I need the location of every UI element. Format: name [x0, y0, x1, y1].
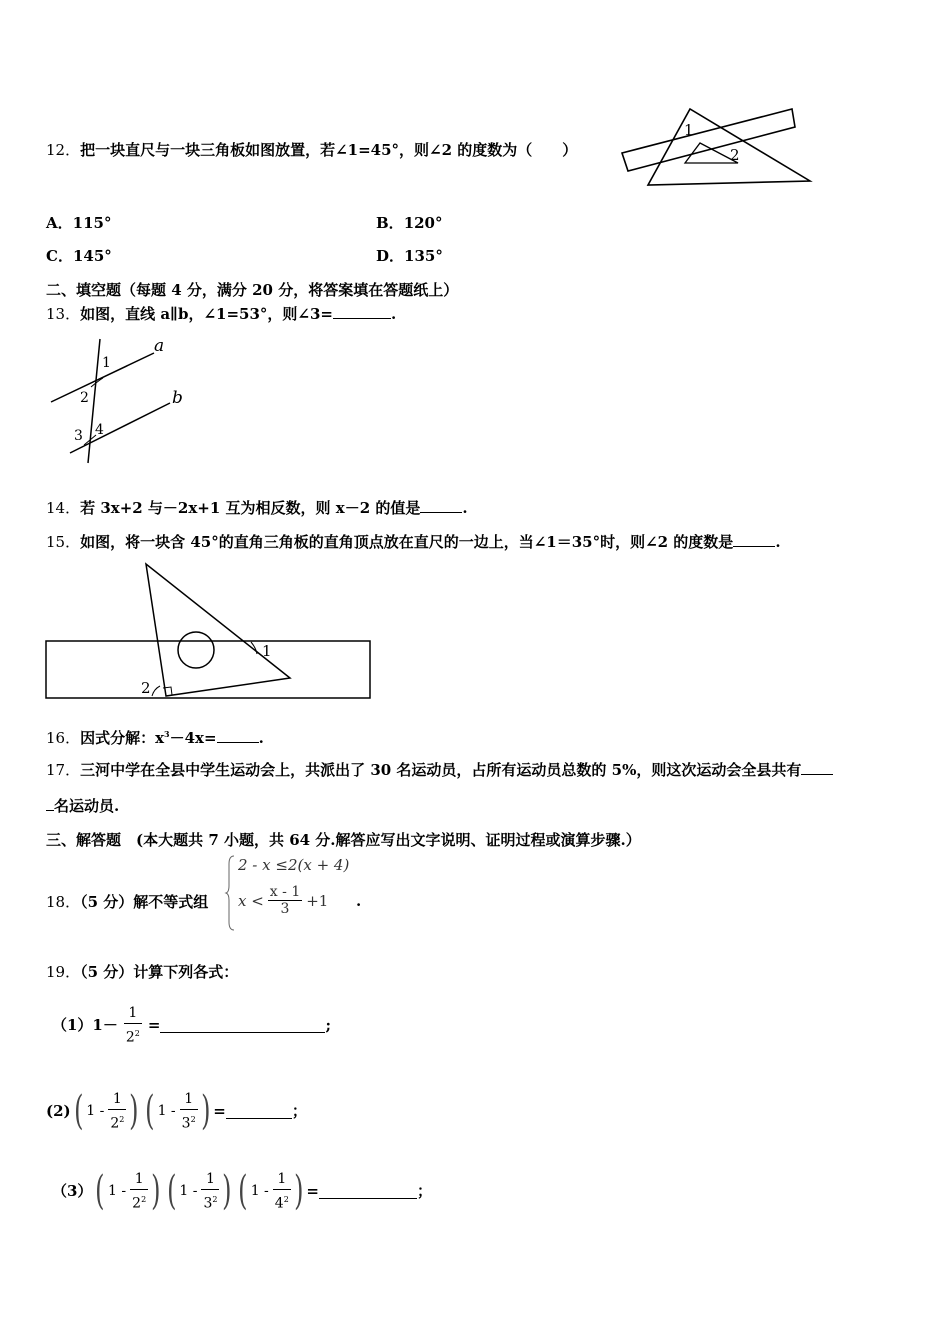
- q13-label-4: 4: [95, 422, 104, 438]
- q14-answer-blank[interactable]: [420, 498, 462, 513]
- q19-p3-rparen-1: ): [151, 1168, 161, 1214]
- factor-den-exp: 2: [283, 1194, 289, 1204]
- q18-ineq2-lhs: x <: [238, 891, 264, 910]
- q12-option-b: [376, 212, 443, 233]
- q12-text: 把一块直尺与一块三角板如图放置，若∠1=45°，则∠2 的度数为（ ）: [80, 141, 578, 159]
- q12-option-a: [46, 212, 111, 233]
- q15-text: 如图，将一块含 45°的直角三角板的直角顶点放在直尺的一边上，当∠1＝35°时，则∠2 的度数是: [80, 533, 734, 551]
- factor-one: 1 -: [250, 1183, 269, 1199]
- factor-den: [201, 1189, 219, 1214]
- factor-one: 1 -: [108, 1183, 127, 1199]
- factor-den-base: 2: [132, 1195, 142, 1212]
- factor-num: 1: [206, 1170, 215, 1187]
- factor-den-exp: 2: [190, 1114, 196, 1124]
- q19-p1-eq: =: [147, 1016, 161, 1034]
- option-letter: C．: [46, 247, 73, 265]
- q15-label-2: 2: [141, 679, 151, 697]
- factor-fraction: [130, 1169, 148, 1214]
- q15-stem: [46, 532, 781, 552]
- factor-den: [180, 1109, 198, 1134]
- q18-brace: [226, 854, 236, 932]
- q13-line-b: [70, 403, 170, 453]
- q19-p2-factor-1: [86, 1089, 126, 1134]
- q14-number: 14．: [46, 499, 81, 517]
- q12-label-2: 2: [730, 146, 740, 164]
- factor-den-exp: 2: [141, 1194, 147, 1204]
- option-letter: A．: [46, 214, 73, 232]
- q15-triangle-hole: [178, 632, 214, 668]
- q13-end: .: [391, 305, 397, 323]
- factor-den-base: 2: [110, 1115, 120, 1132]
- q18-text: （5 分）解不等式组: [80, 893, 209, 911]
- factor-den: [108, 1109, 126, 1134]
- q19-stem: [46, 962, 238, 982]
- q15-angle-arc-2: [152, 686, 160, 696]
- factor-one: 1 -: [86, 1103, 105, 1119]
- q17-line2: [46, 796, 119, 816]
- q19-p2-rparen-1: ): [129, 1088, 139, 1134]
- q17-stem: [46, 760, 833, 780]
- q19-number: 19．: [46, 963, 81, 981]
- q17-answer-blank[interactable]: [801, 760, 833, 775]
- q19-p1-den-wrap: [124, 1023, 142, 1048]
- q15-figure: [44, 560, 374, 702]
- q15-right-angle-mark: [163, 687, 172, 695]
- factor-one: 1 -: [179, 1183, 198, 1199]
- q19-p3-factor-1: [108, 1169, 148, 1214]
- q13-label-2: 2: [80, 390, 89, 406]
- q15-end: .: [775, 533, 781, 551]
- q16-end: .: [258, 729, 264, 747]
- option-value: 115°: [72, 214, 112, 232]
- q16-exponent: 3: [164, 729, 170, 739]
- q16-text-post: －4x=: [169, 729, 217, 747]
- q19-p3-factor-3: [251, 1169, 291, 1214]
- q19-p3-lparen-1: (: [95, 1168, 105, 1214]
- q12-ruler: [622, 109, 795, 171]
- q14-end: .: [462, 499, 468, 517]
- option-value: 120°: [403, 214, 443, 232]
- q16-number: 16．: [46, 729, 81, 747]
- q19-p3-eq: =: [306, 1182, 319, 1200]
- q19-p1-fraction: [124, 1003, 142, 1048]
- q19-text: （5 分）计算下列各式：: [80, 963, 239, 981]
- q15-label-1: 1: [262, 642, 272, 660]
- q19-p2-lparen-1: (: [73, 1088, 84, 1134]
- q19-p1-num: 1: [128, 1004, 138, 1021]
- option-value: 135°: [404, 247, 443, 265]
- q12-option-c: [46, 245, 112, 266]
- q19-part2: [46, 1086, 307, 1136]
- factor-den-exp: 2: [212, 1194, 218, 1204]
- factor-one: 1 -: [157, 1103, 176, 1119]
- q12-option-d: [376, 245, 443, 266]
- q19-p1-den-exp: 2: [134, 1028, 140, 1038]
- q13-answer-blank[interactable]: [333, 304, 391, 319]
- q19-p1-answer-blank[interactable]: [160, 1018, 325, 1033]
- q19-p1-end: ;: [325, 1016, 332, 1034]
- option-letter: B．: [376, 214, 404, 232]
- q19-part3: [52, 1166, 432, 1216]
- q19-p1-label: （1）1－: [52, 1016, 118, 1034]
- factor-den: [130, 1189, 148, 1214]
- q13-label-a: a: [154, 336, 165, 356]
- q19-p3-rparen-3: ): [293, 1168, 304, 1214]
- factor-den-base: 3: [203, 1195, 213, 1212]
- q18-inequality-2: [238, 884, 328, 917]
- q19-p2-label: (2): [46, 1102, 71, 1120]
- q12-number: 12．: [46, 141, 81, 159]
- factor-num: 1: [184, 1090, 194, 1107]
- q17-line2-text: 名运动员.: [54, 797, 120, 815]
- q17-text: 三河中学在全县中学生运动会上，共派出了 30 名运动员，占所有运动员总数的 5%，则这次运动会全县共有: [80, 761, 802, 779]
- q19-p2-eq: =: [213, 1102, 226, 1120]
- q18-end: .: [356, 892, 362, 910]
- factor-fraction: [180, 1089, 198, 1134]
- factor-den-exp: 2: [119, 1114, 125, 1124]
- q12-figure: [620, 105, 815, 187]
- q19-p2-lparen-2: (: [145, 1088, 155, 1134]
- q19-p3-answer-blank[interactable]: [319, 1184, 417, 1199]
- option-value: 145°: [72, 247, 112, 265]
- q19-p3-factor-2: [179, 1169, 219, 1214]
- section3-title: 三、解答题 (本大题共 7 小题，共 64 分.解答应写出文字说明、证明过程或演算步骤.）: [46, 831, 641, 849]
- q18-fraction-num: x - 1: [269, 884, 301, 900]
- factor-num: 1: [134, 1170, 144, 1187]
- q18-number: 18．: [46, 893, 81, 911]
- q19-p1-den: 2: [125, 1029, 135, 1046]
- q18-ineq2-tail: +1: [306, 891, 329, 910]
- q13-stem: [46, 304, 396, 324]
- q15-answer-blank[interactable]: [733, 532, 775, 547]
- q19-p3-lparen-3: (: [238, 1168, 248, 1214]
- factor-fraction: [201, 1169, 219, 1214]
- q19-p3-label: （3）: [52, 1182, 93, 1200]
- factor-den-base: 3: [181, 1115, 191, 1132]
- option-letter: D．: [376, 247, 405, 265]
- q19-p3-end: ；: [417, 1182, 433, 1200]
- q13-number: 13．: [46, 305, 81, 323]
- q19-part1: [52, 1000, 331, 1050]
- q13-transversal: [88, 339, 100, 463]
- q13-label-3: 3: [74, 428, 83, 444]
- factor-num: 1: [112, 1090, 122, 1107]
- q19-p3-lparen-2: (: [166, 1168, 177, 1214]
- q19-p2-answer-blank[interactable]: [226, 1104, 292, 1119]
- q19-p2-factor-2: [158, 1089, 198, 1134]
- q17-number: 17．: [46, 761, 81, 779]
- q12-stem: [46, 140, 577, 160]
- q12-triangle: [648, 109, 810, 185]
- q14-stem: [46, 498, 468, 518]
- q13-figure: [46, 335, 196, 470]
- factor-num: 1: [277, 1170, 287, 1187]
- q19-p3-rparen-2: ): [222, 1168, 232, 1214]
- q19-p2-rparen-2: ): [200, 1088, 211, 1134]
- q19-p2-end: ；: [291, 1102, 307, 1120]
- factor-den: [273, 1189, 291, 1214]
- q18-fraction-den: 3: [268, 900, 302, 917]
- factor-fraction: [108, 1089, 126, 1134]
- q13-label-1: 1: [102, 355, 111, 371]
- q16-text-pre: 因式分解：x: [80, 729, 165, 747]
- q18-fraction: [268, 884, 302, 917]
- q15-number: 15．: [46, 533, 81, 551]
- factor-den-base: 4: [274, 1195, 284, 1212]
- section2-title: 二、填空题（每题 4 分，满分 20 分，将答案填在答题纸上）: [46, 281, 459, 299]
- q16-stem: [46, 724, 264, 748]
- q12-label-1: 1: [684, 121, 694, 139]
- q13-text: 如图，直线 a∥b，∠1=53°，则∠3=: [80, 305, 333, 323]
- q18-inequality-1: 2 - x ≤2(x + 4): [238, 856, 350, 874]
- q16-answer-blank[interactable]: [217, 728, 259, 743]
- q17-answer-blank-cont[interactable]: [46, 796, 54, 811]
- q13-label-b: b: [172, 388, 183, 408]
- q18-stem: [46, 892, 208, 912]
- q15-triangle: [146, 564, 290, 696]
- factor-fraction: [273, 1169, 291, 1214]
- q14-text: 若 3x+2 与－2x+1 互为相反数，则 x－2 的值是: [80, 499, 421, 517]
